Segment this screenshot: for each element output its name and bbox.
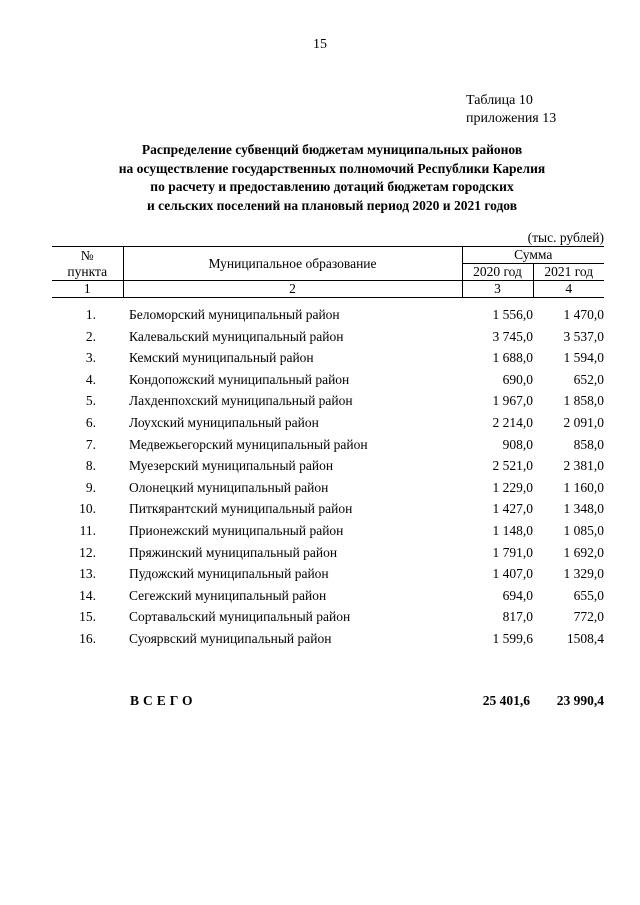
item-number: 1. bbox=[85, 307, 96, 322]
item-number: 3. bbox=[85, 350, 96, 366]
table-row bbox=[52, 298, 604, 326]
amount-2020: 1 688,0 bbox=[492, 350, 533, 366]
amount-2020: 1 407,0 bbox=[492, 566, 533, 582]
municipality-name: Олонецкий муниципальный район bbox=[129, 479, 329, 495]
amount-2021: 1 858,0 bbox=[563, 393, 605, 409]
header-item-number bbox=[52, 247, 123, 281]
item-number: 15. bbox=[79, 609, 96, 625]
title-line3: по расчету и предоставлению дотаций бюджетам городских bbox=[150, 179, 514, 194]
table-reference-line1: Таблица 10 bbox=[466, 93, 533, 108]
item-number: 14. bbox=[79, 587, 96, 603]
amount-2020: 1 427,0 bbox=[492, 501, 533, 517]
amount-2020: 2 521,0 bbox=[492, 458, 533, 474]
subvention-table bbox=[52, 246, 604, 650]
table-row bbox=[52, 347, 604, 369]
total-2020: 25 401,6 bbox=[482, 693, 530, 708]
table-row bbox=[52, 390, 604, 412]
header-num-line2: пункта bbox=[67, 263, 108, 279]
amount-2021: 772,0 bbox=[573, 609, 605, 625]
item-number: 4. bbox=[85, 371, 96, 387]
municipality-name: Кондопожский муниципальный район bbox=[129, 371, 350, 387]
title-line1: Распределение субвенций бюджетам муниципальных районов bbox=[141, 142, 523, 157]
header-municipality: Муниципальное образование bbox=[123, 247, 462, 281]
total-2021: 23 990,4 bbox=[556, 693, 604, 708]
item-number: 2. bbox=[85, 328, 96, 344]
column-index: 3 bbox=[462, 281, 533, 298]
municipality-name: Пряжинский муниципальный район bbox=[129, 544, 338, 560]
document-title bbox=[60, 141, 604, 215]
amount-2021: 655,0 bbox=[573, 587, 605, 603]
item-number: 12. bbox=[79, 544, 96, 560]
amount-2021: 858,0 bbox=[573, 436, 605, 452]
amount-2020: 908,0 bbox=[502, 436, 533, 452]
municipality-name: Лоухский муниципальный район bbox=[129, 414, 319, 430]
item-number: 5. bbox=[85, 393, 96, 409]
amount-2021: 1 470,0 bbox=[563, 307, 605, 322]
municipality-name: Кемский муниципальный район bbox=[129, 350, 314, 366]
amount-2021: 2 091,0 bbox=[563, 414, 605, 430]
municipality-name: Питкярантский муниципальный район bbox=[129, 501, 353, 517]
table-row bbox=[52, 412, 604, 434]
table-row bbox=[52, 628, 604, 650]
column-index-row bbox=[52, 281, 604, 298]
item-number: 9. bbox=[85, 479, 96, 495]
item-number: 6. bbox=[85, 414, 96, 430]
table-row bbox=[52, 477, 604, 499]
title-line2: на осуществление государственных полномочий Республики Карелия bbox=[118, 160, 546, 176]
municipality-name: Муезерский муниципальный район bbox=[129, 458, 334, 474]
amount-2021: 1 160,0 bbox=[563, 479, 605, 495]
municipality-name: Суоярвский муниципальный район bbox=[129, 630, 332, 646]
title-line4: и сельских поселений на плановый период 2020 и 2021 годов bbox=[146, 197, 518, 213]
amount-2020: 1 599,6 bbox=[492, 630, 533, 646]
item-number: 10. bbox=[79, 501, 96, 517]
header-year-2021: 2021 год bbox=[544, 264, 594, 279]
item-number: 11. bbox=[79, 522, 96, 538]
amount-2020: 694,0 bbox=[502, 587, 533, 603]
table-row bbox=[52, 369, 604, 391]
table-row bbox=[52, 520, 604, 542]
amount-2021: 652,0 bbox=[573, 371, 605, 387]
amount-2021: 1 348,0 bbox=[563, 501, 605, 517]
table-row bbox=[52, 455, 604, 477]
amount-2021: 2 381,0 bbox=[563, 458, 605, 474]
table-row bbox=[52, 606, 604, 628]
table-row bbox=[52, 585, 604, 607]
item-number: 16. bbox=[79, 630, 96, 646]
amount-2021: 1 085,0 bbox=[563, 522, 605, 538]
municipality-name: Прионежский муниципальный район bbox=[129, 522, 344, 538]
table-row bbox=[52, 542, 604, 564]
amount-2020: 1 556,0 bbox=[492, 307, 533, 322]
table-row bbox=[52, 326, 604, 348]
units-note: (тыс. рублей) bbox=[527, 230, 604, 245]
amount-2021: 1 329,0 bbox=[563, 566, 605, 582]
column-index: 2 bbox=[123, 281, 462, 298]
municipality-name: Медвежьегорский муниципальный район bbox=[129, 436, 368, 452]
table-reference-line2: приложения 13 bbox=[466, 111, 557, 126]
header-year-2020: 2020 год bbox=[462, 264, 533, 281]
municipality-name: Пудожский муниципальный район bbox=[129, 566, 329, 582]
amount-2020: 3 745,0 bbox=[492, 328, 533, 344]
municipality-name: Сегежский муниципальный район bbox=[129, 587, 327, 603]
amount-2020: 1 791,0 bbox=[492, 544, 533, 560]
item-number: 7. bbox=[85, 436, 96, 452]
municipality-name: Сортавальский муниципальный район bbox=[129, 609, 351, 625]
item-number: 8. bbox=[85, 458, 96, 474]
total-label: ВСЕГО bbox=[130, 693, 197, 708]
table-row bbox=[52, 434, 604, 456]
table-row bbox=[52, 563, 604, 585]
amount-2021: 1508,4 bbox=[566, 630, 605, 646]
column-index: 1 bbox=[52, 281, 123, 298]
municipality-name: Лахденпохский муниципальный район bbox=[129, 393, 353, 409]
municipality-name: Калевальский муниципальный район bbox=[129, 328, 344, 344]
amount-2020: 1 967,0 bbox=[492, 393, 533, 409]
amount-2021: 1 594,0 bbox=[563, 350, 605, 366]
header-num-line1: № bbox=[80, 247, 94, 263]
table-reference bbox=[466, 92, 556, 128]
amount-2021: 3 537,0 bbox=[563, 328, 605, 344]
page-number: 15 bbox=[313, 37, 327, 52]
item-number: 13. bbox=[79, 566, 96, 582]
header-sum: Сумма bbox=[462, 247, 604, 264]
amount-2020: 1 148,0 bbox=[492, 522, 533, 538]
municipality-name: Беломорский муниципальный район bbox=[129, 307, 340, 322]
amount-2020: 817,0 bbox=[502, 609, 533, 625]
amount-2020: 690,0 bbox=[502, 371, 533, 387]
amount-2021: 1 692,0 bbox=[563, 544, 605, 560]
table-row bbox=[52, 498, 604, 520]
amount-2020: 1 229,0 bbox=[492, 479, 533, 495]
amount-2020: 2 214,0 bbox=[492, 414, 533, 430]
column-index: 4 bbox=[533, 281, 604, 298]
